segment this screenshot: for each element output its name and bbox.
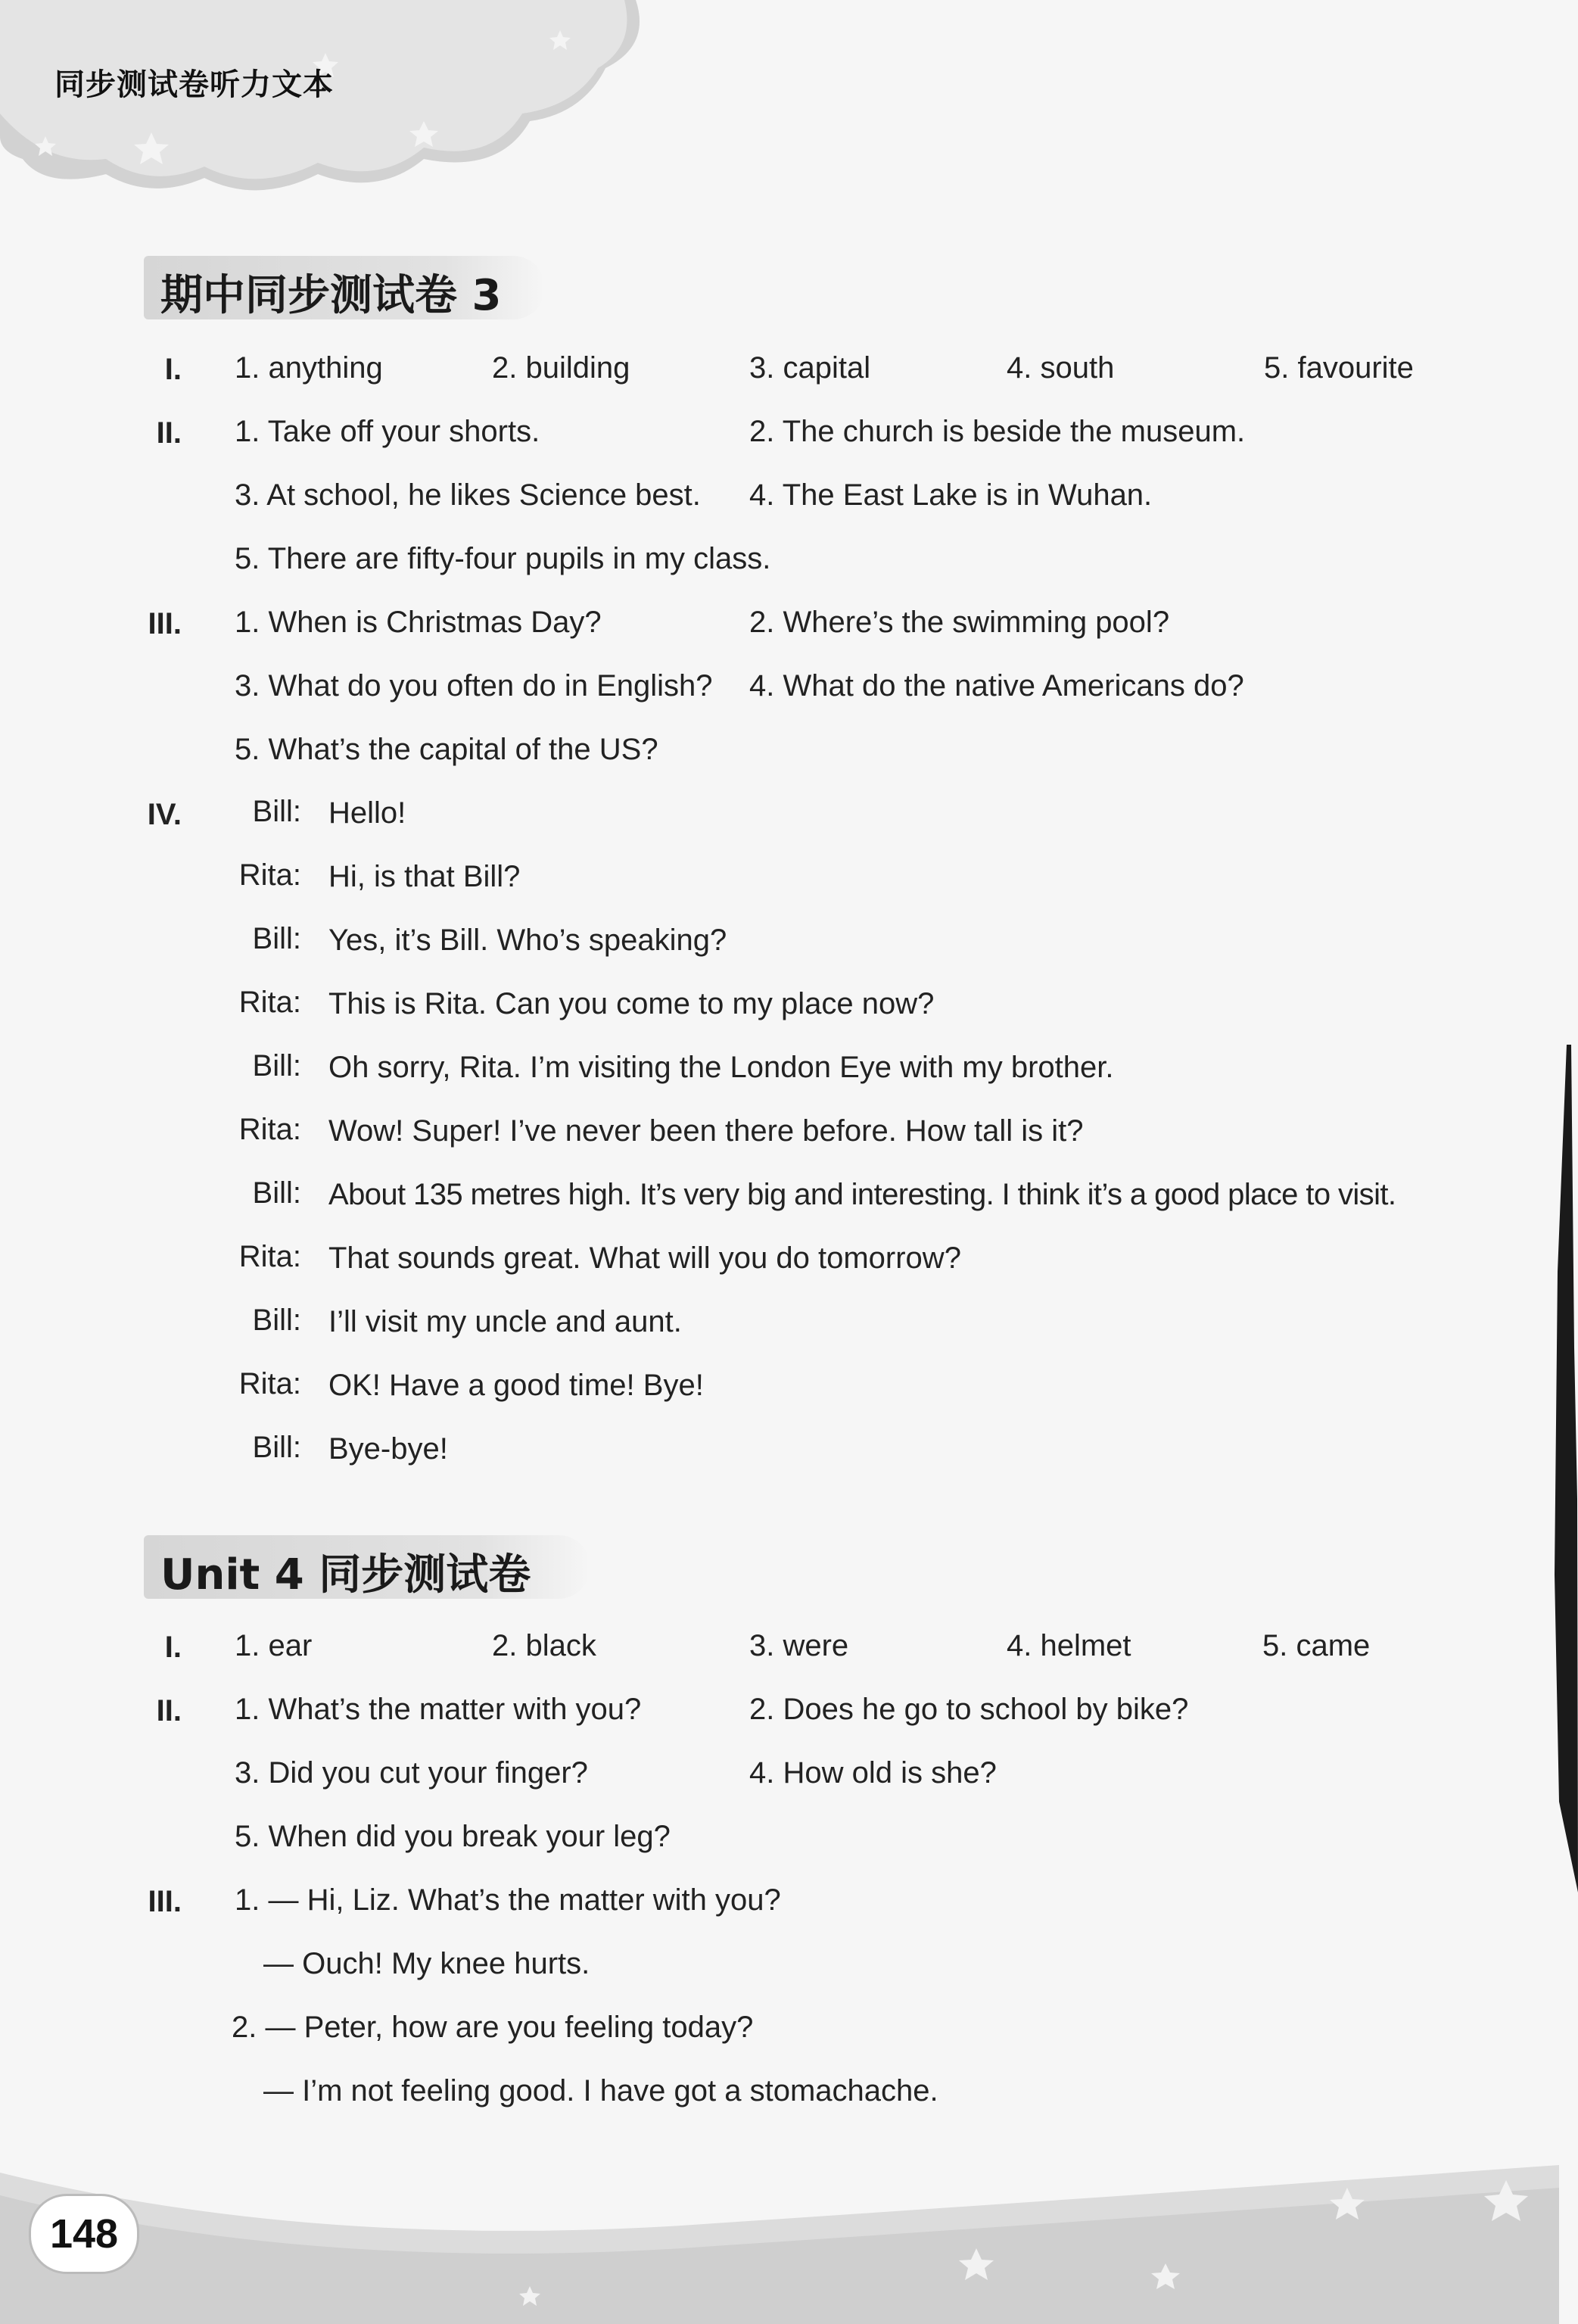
list-item: — Ouch! My knee hurts. [263,1947,590,1980]
list-item: 3. At school, he likes Science best. [235,478,701,512]
list-item: 4. The East Lake is in Wuhan. [749,478,1153,512]
dialogue-line: Hi, is that Bill? [328,860,521,893]
list-item: 1. anything [235,351,383,385]
dialogue-speaker: Bill: [252,1176,301,1210]
dialogue-speaker: Rita: [238,1367,301,1400]
dialogue-line: I’ll visit my uncle and aunt. [328,1305,682,1338]
list-item: 3. capital [749,351,871,385]
part-label: III. [148,1885,182,1918]
dialogue-line: OK! Have a good time! Bye! [328,1369,704,1402]
part-label: IV. [147,798,182,831]
dialogue-speaker: Bill: [252,922,301,955]
list-item: 4. south [1007,351,1115,385]
list-item: 5. came [1262,1629,1371,1662]
dialogue-line: Bye-bye! [328,1432,448,1466]
section-title-unit4 [144,1535,590,1599]
list-item: 4. What do the native Americans do? [749,669,1244,702]
dialogue-speaker: Rita: [238,986,301,1019]
list-item: 1. Take off your shorts. [235,415,540,448]
dialogue-line: About 135 metres high. It’s very big and interesting. I think it’s a good place to visit. [328,1178,1396,1211]
list-item: 5. What’s the capital of the US? [235,733,658,766]
section-title-midterm [144,256,545,319]
list-item: 2. The church is beside the museum. [749,415,1246,448]
list-item: 2. Does he go to school by bike? [749,1693,1189,1726]
dialogue-speaker: Rita: [238,1240,301,1273]
dialogue-line: Hello! [328,796,406,830]
list-item: — I’m not feeling good. I have got a stomachache. [263,2074,938,2107]
part-label: II. [156,416,182,450]
dialogue-speaker: Bill: [252,1431,301,1464]
page-edge-shadow [1552,1045,1578,1893]
header-title: 同步测试卷听力文本 [54,67,334,102]
list-item: 4. How old is she? [749,1756,997,1790]
dialogue-speaker: Bill: [252,1304,301,1337]
header-cloud-decoration [0,0,681,212]
dialogue-speaker: Bill: [252,795,301,828]
list-item: 2. Where’s the swimming pool? [749,606,1170,639]
part-label: III. [148,607,182,640]
dialogue-line: Oh sorry, Rita. I’m visiting the London Eye with my brother. [328,1051,1114,1084]
dialogue-speaker: Rita: [238,1113,301,1146]
list-item: 1. When is Christmas Day? [235,606,602,639]
list-item: 3. were [749,1629,849,1662]
dialogue-line: Wow! Super! I’ve never been there before. How tall is it? [328,1114,1084,1148]
dialogue-line: Yes, it’s Bill. Who’s speaking? [328,924,727,957]
list-item: 2. building [492,351,630,385]
dialogue-line: That sounds great. What will you do tomorrow? [328,1241,961,1275]
list-item: 3. What do you often do in English? [235,669,713,702]
part-label: I. [164,1631,182,1664]
list-item: 4. helmet [1007,1629,1131,1662]
list-item: 1. ear [235,1629,313,1662]
list-item: 2. black [492,1629,596,1662]
list-item: 5. When did you break your leg? [235,1820,671,1853]
list-item: 2. — Peter, how are you feeling today? [232,2011,754,2044]
footer-decoration [0,2142,1578,2324]
dialogue-line: This is Rita. Can you come to my place now? [328,987,935,1020]
dialogue-speaker: Rita: [238,858,301,892]
list-item: 3. Did you cut your finger? [235,1756,588,1790]
dialogue-speaker: Bill: [252,1049,301,1083]
section-title-text: Unit 4 同步测试卷 [160,1550,531,1600]
list-item: 1. — Hi, Liz. What’s the matter with you? [235,1883,781,1917]
list-item: 5. There are fifty-four pupils in my class. [235,542,771,575]
part-label: II. [156,1694,182,1727]
section-title-text: 期中同步测试卷 3 [160,271,502,320]
page-number: 148 [29,2194,139,2274]
list-item: 5. favourite [1264,351,1414,385]
part-label: I. [164,353,182,386]
list-item: 1. What’s the matter with you? [235,1693,642,1726]
